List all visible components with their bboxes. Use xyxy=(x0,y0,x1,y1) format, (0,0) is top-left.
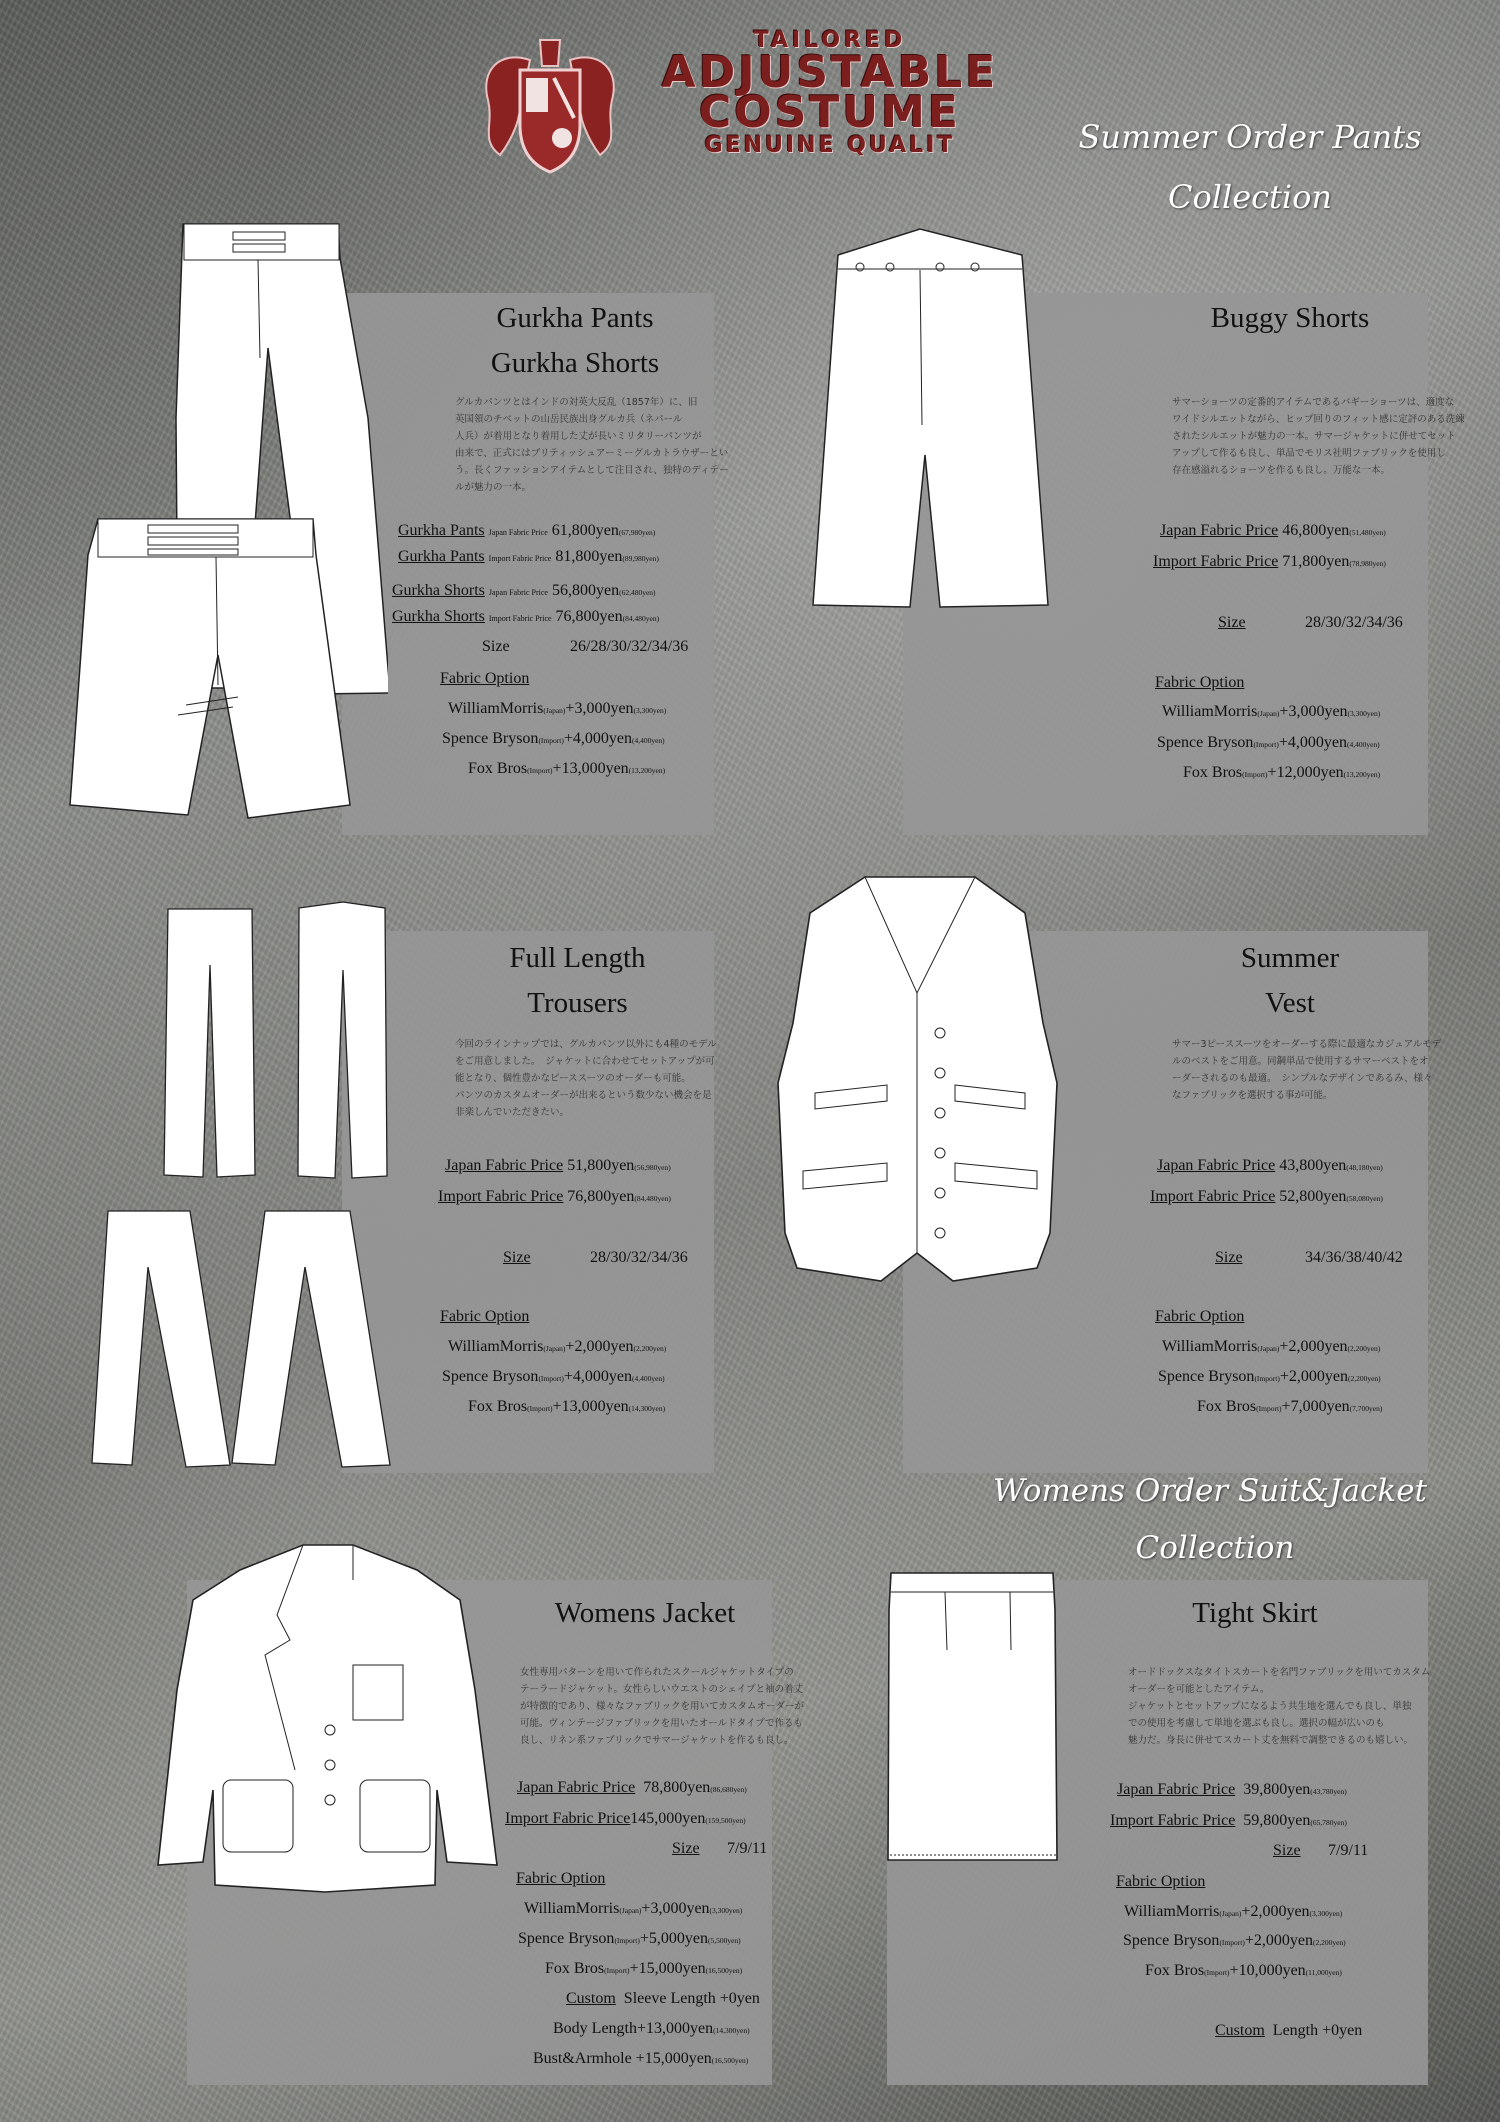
gurkha-price-row-1: Gurkha Pants Japan Fabric Price 61,800yen(67,980yen) xyxy=(398,522,656,539)
gurkha-fabric-2: Spence Bryson(Import)+4,000yen(4,400yen) xyxy=(442,730,665,747)
summer-heading-line-1: Summer Order Pants xyxy=(1078,118,1422,156)
gurkha-sizes: 26/28/30/32/34/36 xyxy=(570,638,689,655)
buggy-description: サマーショーツの定番的アイテムであるバギーショーツは、適度な ワイドシルエットながら、ヒップ回りのフィット感に定評のある洗練 されたシルエットが魅力の一本。サマージャケットに併せてセット アップして作るも良し、単品でモリス社明ファブリックを使用し 存在感溢れるショーツを作るも良し。万能な一本。 xyxy=(1172,397,1465,476)
skirt-fabric-label: Fabric Option xyxy=(1116,1873,1206,1890)
brand-line-4: GENUINE QUALIT xyxy=(704,133,956,158)
gurkha-fabric-3: Fox Bros(Import)+13,000yen(13,200yen) xyxy=(468,760,666,777)
trousers-fabric-1: WilliamMorris(Japan)+2,000yen(2,200yen) xyxy=(448,1338,667,1355)
gurkha-shorts-drawing xyxy=(68,515,388,825)
crest-icon xyxy=(470,30,630,180)
jacket-custom-row-2: Body Length+13,000yen(14,300yen) xyxy=(553,2020,750,2037)
gurkha-fabric-label: Fabric Option xyxy=(440,670,530,687)
vest-size-label: Size xyxy=(1215,1249,1243,1266)
vest-price-row-2: Import Fabric Price 52,800yen(58,080yen) xyxy=(1150,1188,1383,1205)
womens-heading-line-2: Collection xyxy=(1135,1530,1295,1566)
trousers-size-label: Size xyxy=(503,1249,531,1266)
trousers-sizes: 28/30/32/34/36 xyxy=(590,1249,688,1266)
brand-line-2: ADJUSTABLE xyxy=(661,47,999,98)
tight-skirt-drawing xyxy=(885,1570,1060,1865)
brand-line-1: TAILORED xyxy=(753,28,907,53)
jacket-custom-row-1: Custom Sleeve Length +0yen xyxy=(566,1990,760,2007)
gurkha-price-row-2: Gurkha Pants Import Fabric Price 81,800yen(89,980yen) xyxy=(398,548,659,565)
jacket-description: 女性専用パターンを用いて作られたスクールジャケットタイプの テーラードジャケット。女性らしいウエストのシェイプと袖の着丈 が特徴的であり、様々なファブリックを用いてカスタムオーダーが 可能。ヴィンテージファブリックを用いたオールドタイプで作るも 良し、リネン系ファブリックでサマージャケットを作るも良し。 xyxy=(520,1667,805,1746)
buggy-sizes: 28/30/32/34/36 xyxy=(1305,614,1403,631)
gurkha-price-row-4: Gurkha Shorts Import Fabric Price 76,800yen(84,480yen) xyxy=(392,608,660,625)
gurkha-price-row-3: Gurkha Shorts Japan Fabric Price 56,800yen(62,480yen) xyxy=(392,582,656,599)
buggy-fabric-1: WilliamMorris(Japan)+3,000yen(3,300yen) xyxy=(1162,703,1381,720)
jacket-custom-row-3: Bust&Armhole +15,000yen(16,500yen) xyxy=(533,2050,749,2067)
trousers-back-2-drawing xyxy=(230,1207,395,1470)
trousers-back-1-drawing xyxy=(295,900,390,1182)
jacket-fabric-3: Fox Bros(Import)+15,000yen(16,500yen) xyxy=(545,1960,743,1977)
skirt-price-row-1: Japan Fabric Price 39,800yen(43,780yen) xyxy=(1117,1781,1347,1798)
skirt-fabric-2: Spence Bryson(Import)+2,000yen(2,200yen) xyxy=(1123,1932,1346,1949)
trousers-price-row-2: Import Fabric Price 76,800yen(84,480yen) xyxy=(438,1188,671,1205)
skirt-price-row-2: Import Fabric Price 59,800yen(65,780yen) xyxy=(1110,1812,1347,1829)
skirt-sizes: 7/9/11 xyxy=(1328,1842,1369,1859)
buggy-price-row-2: Import Fabric Price 71,800yen(78,980yen) xyxy=(1153,553,1386,570)
gurkha-fabric-1: WilliamMorris(Japan)+3,000yen(3,300yen) xyxy=(448,700,667,717)
buggy-price-row-1: Japan Fabric Price 46,800yen(51,480yen) xyxy=(1160,522,1386,539)
jacket-price-row-1: Japan Fabric Price 78,800yen(86,680yen) xyxy=(517,1779,747,1796)
buggy-shorts-drawing xyxy=(810,225,1050,613)
trousers-front-2-drawing xyxy=(90,1207,235,1470)
gurkha-size-label: Size xyxy=(482,638,510,655)
vest-fabric-2: Spence Bryson(Import)+2,000yen(2,200yen) xyxy=(1158,1368,1381,1385)
brand-logo xyxy=(470,22,1030,182)
skirt-fabric-3: Fox Bros(Import)+10,000yen(11,000yen) xyxy=(1145,1962,1342,1979)
buggy-size-label: Size xyxy=(1218,614,1246,631)
jacket-fabric-1: WilliamMorris(Japan)+3,000yen(3,300yen) xyxy=(524,1900,743,1917)
gurkha-title-2: Gurkha Shorts xyxy=(490,347,660,379)
skirt-size-label: Size xyxy=(1273,1842,1301,1859)
trousers-fabric-label: Fabric Option xyxy=(440,1308,530,1325)
trousers-title-2: Trousers xyxy=(527,987,628,1019)
vest-fabric-label: Fabric Option xyxy=(1155,1308,1245,1325)
jacket-size-label: Size xyxy=(672,1840,700,1857)
vest-title-1: Summer xyxy=(1240,942,1340,974)
trousers-fabric-3: Fox Bros(Import)+13,000yen(14,300yen) xyxy=(468,1398,666,1415)
jacket-fabric-2: Spence Bryson(Import)+5,000yen(5,500yen) xyxy=(518,1930,741,1947)
womens-heading-line-1: Womens Order Suit&Jacket xyxy=(992,1473,1427,1509)
jacket-price-row-2: Import Fabric Price145,000yen(159,500yen) xyxy=(505,1810,746,1827)
vest-price-row-1: Japan Fabric Price 43,800yen(48,180yen) xyxy=(1157,1157,1383,1174)
buggy-fabric-2: Spence Bryson(Import)+4,000yen(4,400yen) xyxy=(1157,734,1380,751)
skirt-title: Tight Skirt xyxy=(1192,1597,1318,1629)
trousers-description: 今回のラインナップでは、グルカパンツ以外にも4種のモデル をご用意しました。 ジャケットに合わせてセットアップが可 能となり、個性豊かなピーススーツのオーダーも可能。 パンツのカスタムオーダーが出来るという数少ない機会を是 非楽しんでいただきたい。 xyxy=(455,1039,717,1118)
trousers-fabric-2: Spence Bryson(Import)+4,000yen(4,400yen) xyxy=(442,1368,665,1385)
jacket-fabric-label: Fabric Option xyxy=(516,1870,606,1887)
vest-fabric-1: WilliamMorris(Japan)+2,000yen(2,200yen) xyxy=(1162,1338,1381,1355)
buggy-title: Buggy Shorts xyxy=(1210,302,1370,334)
brand-line-3: COSTUME xyxy=(699,87,961,138)
jacket-title: Womens Jacket xyxy=(554,1597,736,1629)
gurkha-description: グルカパンツとはインドの対英大反乱（1857年）に、旧 英国領のチベットの山岳民族出身グルカ兵（ネパール 人兵）が着用となり着用した丈が長いミリタリーパンツが 由来で、正式にはブリティッシュアーミーグルカトラウザーとい う。長くファッションアイテムとして注目され、独特のディテー ルが魅力の一本。 xyxy=(455,397,729,493)
vest-fabric-3: Fox Bros(Import)+7,000yen(7,700yen) xyxy=(1197,1398,1383,1415)
buggy-fabric-label: Fabric Option xyxy=(1155,674,1245,691)
skirt-custom-row: Custom Length +0yen xyxy=(1215,2022,1363,2039)
vest-title-2: Vest xyxy=(1265,987,1315,1019)
summer-vest-drawing xyxy=(775,873,1060,1308)
skirt-fabric-1: WilliamMorris(Japan)+2,000yen(3,300yen) xyxy=(1124,1903,1343,1920)
gurkha-title-1: Gurkha Pants xyxy=(496,302,654,334)
vest-description: サマー3ピーススーツをオーダーする際に最適なカジュアルモデ ルのベストをご用意。同鋼単品で使用するサマーベストをオ ーダーされるのも最適。 シンプルなデザインであるみ、様々 なファブリックを選択する事が可能。 xyxy=(1172,1039,1442,1101)
trousers-title-1: Full Length xyxy=(509,942,646,974)
summer-heading-line-2: Collection xyxy=(1167,178,1333,216)
trousers-price-row-1: Japan Fabric Price 51,800yen(56,980yen) xyxy=(445,1157,671,1174)
womens-jacket-drawing xyxy=(155,1540,500,1895)
jacket-sizes: 7/9/11 xyxy=(727,1840,768,1857)
trousers-front-1-drawing xyxy=(160,905,260,1182)
buggy-fabric-3: Fox Bros(Import)+12,000yen(13,200yen) xyxy=(1183,764,1381,781)
skirt-description: オードドックスなタイトスカートを名門ファブリックを用いてカスタム オーダーを可能としたアイテム。 ジャケットとセットアップになるよう共生地を選んでも良し、単独 での使用を考慮して単地を選ぶも良し。選択の幅が広いのも 魅力だ。身長に併せてスカート丈を無料で調整できるのも嬉しい。 xyxy=(1128,1667,1431,1746)
vest-sizes: 34/36/38/40/42 xyxy=(1305,1249,1403,1266)
